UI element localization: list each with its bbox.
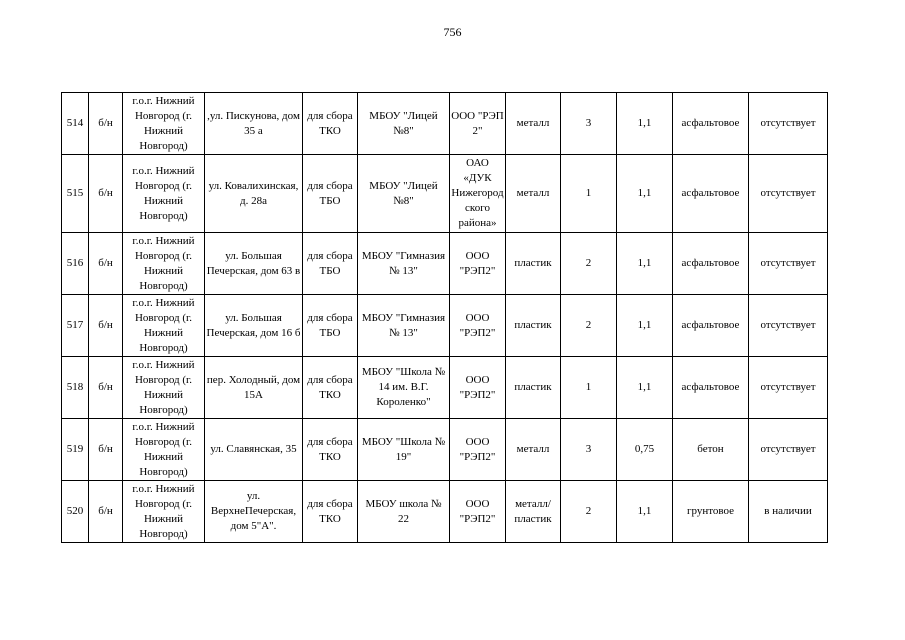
row-number: 518 [62,357,89,419]
owner: МБОУ "Школа № 19" [358,419,450,481]
table-row [62,93,828,155]
owner: МБОУ "Гимназия № 13" [358,233,450,295]
container-material: пластик [506,357,561,419]
container-count: 2 [561,481,617,543]
municipality: г.о.г. Нижний Новгород (г. Нижний Новгород) [123,419,205,481]
row-number: 519 [62,419,89,481]
table-row [62,233,828,295]
container-volume: 1,1 [617,357,673,419]
registry-number: б/н [89,295,123,357]
purpose: для сбора ТБО [303,295,358,357]
row-number: 515 [62,155,89,233]
owner: МБОУ школа № 22 [358,481,450,543]
container-count: 1 [561,155,617,233]
surface-type: бетон [673,419,749,481]
registry-number: б/н [89,93,123,155]
container-count: 2 [561,295,617,357]
municipality: г.о.г. Нижний Новгород (г. Нижний Новгород) [123,357,205,419]
container-material: пластик [506,233,561,295]
owner: МБОУ "Школа № 14 им. В.Г. Короленко" [358,357,450,419]
address: ул. Большая Печерская, дом 63 в [205,233,303,295]
container-volume: 1,1 [617,481,673,543]
municipality: г.о.г. Нижний Новгород (г. Нижний Новгород) [123,295,205,357]
purpose: для сбора ТКО [303,357,358,419]
page-number: 756 [443,25,462,39]
address: ,ул. Пискунова, дом 35 а [205,93,303,155]
registry-number: б/н [89,419,123,481]
fence-status: в наличии [749,481,828,543]
row-number: 516 [62,233,89,295]
table-row [62,155,828,233]
municipality: г.о.г. Нижний Новгород (г. Нижний Новгород) [123,233,205,295]
container-count: 3 [561,93,617,155]
operator: ООО "РЭП2" [450,233,506,295]
purpose: для сбора ТКО [303,93,358,155]
address: ул. Ковалихинская, д. 28а [205,155,303,233]
container-volume: 1,1 [617,295,673,357]
purpose: для сбора ТБО [303,233,358,295]
municipality: г.о.г. Нижний Новгород (г. Нижний Новгород) [123,481,205,543]
surface-type: асфальтовое [673,357,749,419]
address: ул. Большая Печерская, дом 16 б [205,295,303,357]
operator: ООО "РЭП2" [450,419,506,481]
container-volume: 0,75 [617,419,673,481]
fence-status: отсутствует [749,155,828,233]
operator: ООО "РЭП 2" [450,93,506,155]
surface-type: асфальтовое [673,93,749,155]
surface-type: асфальтовое [673,233,749,295]
container-count: 3 [561,419,617,481]
container-material: металл/пластик [506,481,561,543]
address: пер. Холодный, дом 15А [205,357,303,419]
table-row [62,357,828,419]
table-row [62,419,828,481]
registry-number: б/н [89,155,123,233]
purpose: для сбора ТБО [303,155,358,233]
container-material: металл [506,155,561,233]
row-number: 514 [62,93,89,155]
container-material: металл [506,93,561,155]
address: ул. ВерхнеПечерская, дом 5"А". [205,481,303,543]
municipality: г.о.г. Нижний Новгород (г. Нижний Новгород) [123,155,205,233]
owner: МБОУ "Лицей №8" [358,93,450,155]
address: ул. Славянская, 35 [205,419,303,481]
owner: МБОУ "Лицей №8" [358,155,450,233]
fence-status: отсутствует [749,93,828,155]
surface-type: грунтовое [673,481,749,543]
surface-type: асфальтовое [673,155,749,233]
operator: ООО "РЭП2" [450,481,506,543]
table-row [62,481,828,543]
container-volume: 1,1 [617,93,673,155]
operator: ООО "РЭП2" [450,295,506,357]
owner: МБОУ "Гимназия № 13" [358,295,450,357]
purpose: для сбора ТКО [303,481,358,543]
fence-status: отсутствует [749,233,828,295]
municipality: г.о.г. Нижний Новгород (г. Нижний Новгород) [123,93,205,155]
container-volume: 1,1 [617,155,673,233]
row-number: 517 [62,295,89,357]
container-count: 2 [561,233,617,295]
surface-type: асфальтовое [673,295,749,357]
row-number: 520 [62,481,89,543]
operator: ОАО «ДУК Нижегородского района» [450,155,506,233]
waste-sites-table [61,92,828,543]
container-material: металл [506,419,561,481]
registry-number: б/н [89,233,123,295]
container-material: пластик [506,295,561,357]
fence-status: отсутствует [749,419,828,481]
operator: ООО "РЭП2" [450,357,506,419]
container-count: 1 [561,357,617,419]
purpose: для сбора ТКО [303,419,358,481]
table-row [62,295,828,357]
registry-number: б/н [89,357,123,419]
registry-number: б/н [89,481,123,543]
fence-status: отсутствует [749,357,828,419]
container-volume: 1,1 [617,233,673,295]
fence-status: отсутствует [749,295,828,357]
